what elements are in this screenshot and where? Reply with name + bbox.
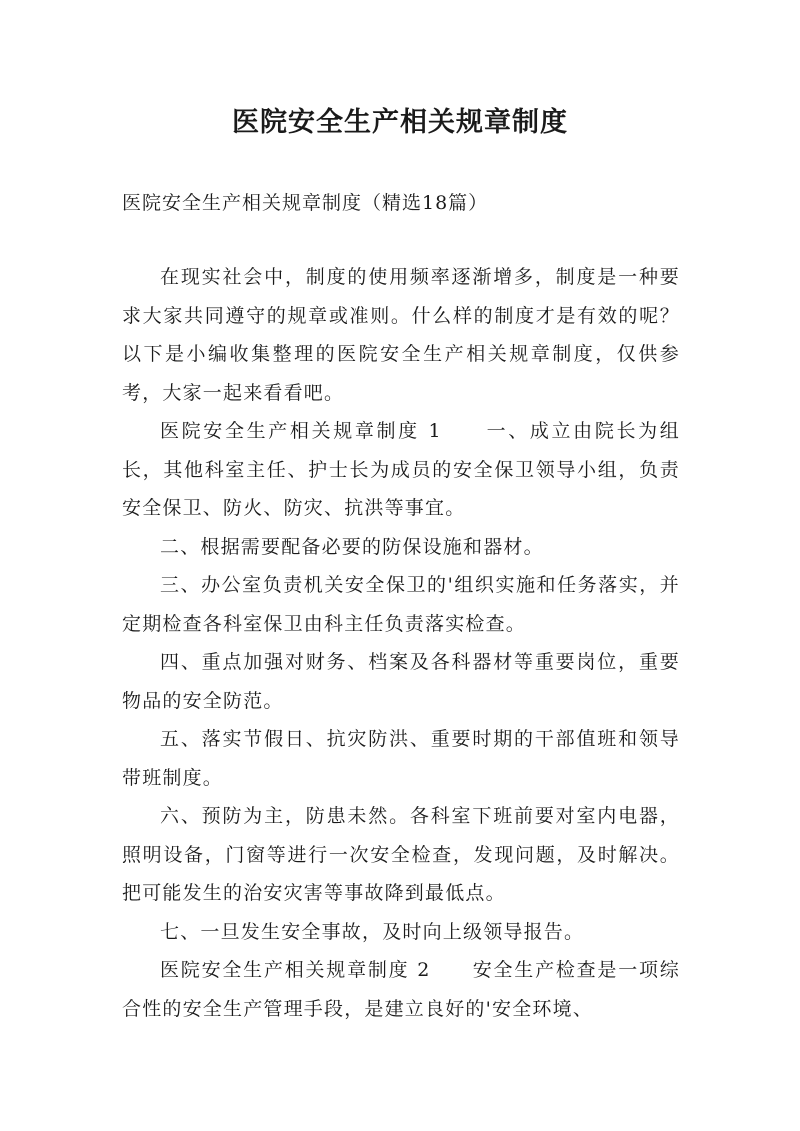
paragraph-item-5: 五、落实节假日、抗灾防洪、重要时期的干部值班和领导带班制度。 bbox=[122, 728, 680, 789]
paragraph-item-3: 三、办公室负责机关安全保卫的'组织实施和任务落实，并定期检查各科室保卫由科主任负责落实检查。 bbox=[122, 574, 680, 635]
paragraph-item-7: 七、一旦发生安全事故，及时向上级领导报告。 bbox=[160, 920, 585, 943]
paragraph-item-4: 四、重点加强对财务、档案及各科器材等重要岗位，重要物品的安全防范。 bbox=[122, 651, 680, 712]
paragraph-regulation-1-item-1: 医院安全生产相关规章制度 1 一、成立由院长为组长，其他科室主任、护士长为成员的安全保卫领导小组，负责安全保卫、防火、防灾、抗洪等事宜。 bbox=[122, 420, 680, 519]
document-subtitle: 医院安全生产相关规章制度（精选18篇） bbox=[122, 192, 489, 214]
paragraph-intro: 在现实社会中，制度的使用频率逐渐增多，制度是一种要求大家共同遵守的规章或准则。什么样的制度才是有效的呢？以下是小编收集整理的医院安全生产相关规章制度，仅供参考，大家一起来看看吧。 bbox=[122, 266, 680, 404]
paragraph-regulation-2: 医院安全生产相关规章制度 2 安全生产检查是一项综合性的安全生产管理手段，是建立良好的'安全环境、 bbox=[122, 959, 680, 1020]
paragraph-item-6: 六、预防为主，防患未然。各科室下班前要对室内电器，照明设备，门窗等进行一次安全检查，发现问题，及时解决。把可能发生的治安灾害等事故降到最低点。 bbox=[122, 805, 680, 904]
document-body bbox=[122, 258, 680, 1028]
paragraph-item-2: 二、根据需要配备必要的防保设施和器材。 bbox=[160, 535, 544, 558]
document-title: 医院安全生产相关规章制度 bbox=[232, 107, 568, 138]
